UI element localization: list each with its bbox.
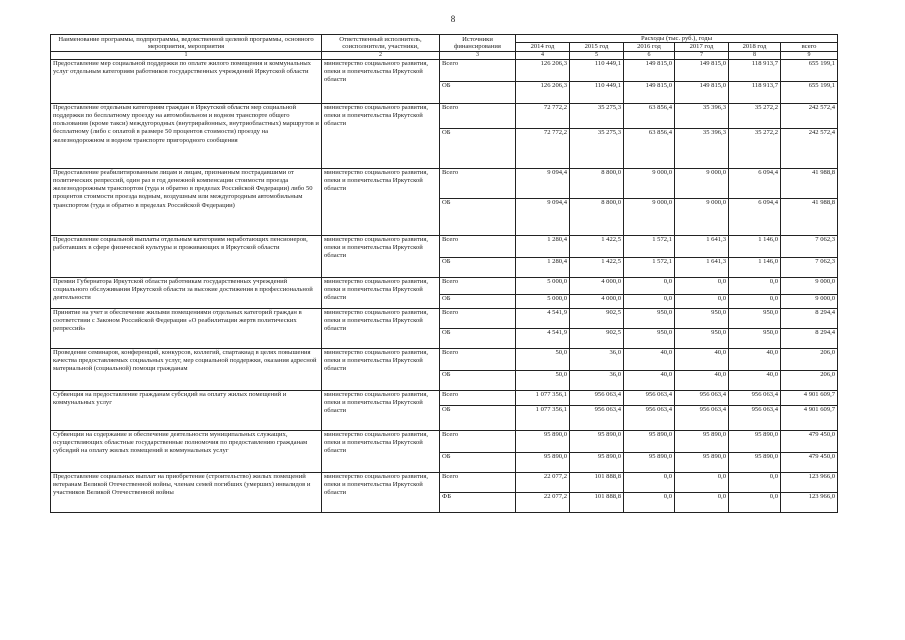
column-number-cell: 2: [322, 51, 440, 59]
total-value-cell: 41 988,8: [781, 168, 838, 198]
table-row: [51, 430, 838, 452]
year-value-cell: 0,0: [624, 472, 675, 492]
executor-cell: министерство социального развития, опеки и попечительства Иркутской области: [322, 308, 440, 348]
header-total-cell: всего: [781, 43, 838, 51]
year-value-cell: 95 890,0: [729, 430, 781, 452]
year-value-cell: 118 913,7: [729, 59, 781, 81]
activity-name-cell: Предоставление реабилитированным лицам и лицам, признанным пострадавшими от политических репрессий, один раз в год денежной компенсации стоимости проезда железнодорожным транспортом (туда и обратно в пределах Российской Федерации) либо 50 процентов стоимости проезда водным, воздушным или междугородным автомобильным транспортом (туда и обратно в пределах Российской Федерации): [51, 168, 322, 235]
activity-name-cell: Предоставление отдельным категориям граждан в Иркутской области мер социальной поддержки по бесплатному проезду на автомобильном и водном транспорте общего пользования (кроме такси) междугородных (внутрирайонных, внутриобластных) маршрутов и бесплатному (либо с оплатой в размере 50 процентов стоимости) проезду на железнодорожном и водном транспорте пригородного сообщения: [51, 103, 322, 168]
year-value-cell: 1 280,4: [516, 235, 570, 257]
year-value-cell: 5 000,0: [516, 277, 570, 294]
header-expenses-cell: Расходы (тыс. руб.), годы: [516, 35, 838, 43]
year-value-cell: 1 077 356,1: [516, 405, 570, 430]
year-value-cell: 1 422,5: [570, 257, 624, 277]
executor-cell: министерство социального развития, опеки и попечительства Иркутской области: [322, 348, 440, 390]
total-value-cell: 7 062,3: [781, 257, 838, 277]
year-value-cell: 0,0: [675, 472, 729, 492]
year-value-cell: 1 077 356,1: [516, 390, 570, 405]
column-number-cell: 3: [440, 51, 516, 59]
funding-source-cell: ОБ: [440, 81, 516, 103]
year-value-cell: 4 541,9: [516, 308, 570, 328]
executor-cell: министерство социального развития, опеки и попечительства Иркутской области: [322, 390, 440, 430]
year-value-cell: 63 856,4: [624, 103, 675, 128]
total-value-cell: 655 199,1: [781, 59, 838, 81]
table-row: [51, 348, 838, 370]
column-number-cell: 6: [624, 51, 675, 59]
year-value-cell: 956 063,4: [624, 405, 675, 430]
year-value-cell: 0,0: [624, 294, 675, 308]
executor-cell: министерство социального развития, опеки и попечительства Иркутской области: [322, 59, 440, 103]
year-value-cell: 35 272,2: [729, 103, 781, 128]
year-value-cell: 110 449,1: [570, 81, 624, 103]
year-value-cell: 40,0: [675, 348, 729, 370]
year-value-cell: 95 890,0: [675, 430, 729, 452]
year-value-cell: 956 063,4: [675, 405, 729, 430]
funding-source-cell: Всего: [440, 430, 516, 452]
executor-cell: министерство социального развития, опеки и попечительства Иркутской области: [322, 235, 440, 277]
total-value-cell: 4 901 609,7: [781, 390, 838, 405]
header-executor-cell: Ответственный исполнитель, соисполнители, участники,: [322, 35, 440, 52]
year-value-cell: 956 063,4: [570, 390, 624, 405]
year-value-cell: 0,0: [729, 294, 781, 308]
total-value-cell: 242 572,4: [781, 128, 838, 168]
table-row: [51, 390, 838, 405]
total-value-cell: 8 294,4: [781, 328, 838, 348]
year-value-cell: 1 572,1: [624, 235, 675, 257]
year-value-cell: 950,0: [675, 328, 729, 348]
table-row: [51, 277, 838, 294]
year-value-cell: 1 572,1: [624, 257, 675, 277]
total-value-cell: 8 294,4: [781, 308, 838, 328]
total-value-cell: 206,0: [781, 348, 838, 370]
year-value-cell: 956 063,4: [624, 390, 675, 405]
year-value-cell: 50,0: [516, 370, 570, 390]
column-number-cell: 1: [51, 51, 322, 59]
year-value-cell: 95 890,0: [729, 452, 781, 472]
year-value-cell: 8 800,0: [570, 168, 624, 198]
year-value-cell: 22 077,2: [516, 472, 570, 492]
total-value-cell: 7 062,3: [781, 235, 838, 257]
funding-source-cell: Всего: [440, 390, 516, 405]
header-year-cell: 2016 год: [624, 43, 675, 51]
year-value-cell: 36,0: [570, 370, 624, 390]
year-value-cell: 126 206,3: [516, 59, 570, 81]
table-row: [51, 168, 838, 198]
column-number-cell: 4: [516, 51, 570, 59]
funding-source-cell: Всего: [440, 472, 516, 492]
table-row: [51, 308, 838, 328]
year-value-cell: 6 094,4: [729, 198, 781, 235]
funding-source-cell: ОБ: [440, 257, 516, 277]
year-value-cell: 9 000,0: [675, 198, 729, 235]
year-value-cell: 40,0: [624, 370, 675, 390]
year-value-cell: 0,0: [624, 277, 675, 294]
year-value-cell: 95 890,0: [516, 430, 570, 452]
year-value-cell: 956 063,4: [570, 405, 624, 430]
year-value-cell: 956 063,4: [729, 405, 781, 430]
year-value-cell: 1 641,3: [675, 257, 729, 277]
year-value-cell: 50,0: [516, 348, 570, 370]
funding-source-cell: ОБ: [440, 405, 516, 430]
funding-source-cell: ОБ: [440, 328, 516, 348]
year-value-cell: 101 888,8: [570, 472, 624, 492]
table-row: [51, 472, 838, 492]
year-value-cell: 950,0: [729, 328, 781, 348]
year-value-cell: 956 063,4: [675, 390, 729, 405]
funding-source-cell: ОБ: [440, 452, 516, 472]
year-value-cell: 0,0: [729, 492, 781, 512]
year-value-cell: 35 275,3: [570, 128, 624, 168]
year-value-cell: 0,0: [729, 472, 781, 492]
year-value-cell: 22 077,2: [516, 492, 570, 512]
year-value-cell: 0,0: [675, 294, 729, 308]
activity-name-cell: Предоставление мер социальной поддержки по оплате жилого помещения и коммунальных услуг отдельным категориям работников государственных учреждений Иркутской области: [51, 59, 322, 103]
table-body: [51, 59, 838, 512]
header-name-cell: Наименование программы, подпрограммы, ведомственной целевой программы, основного мероприятия, мероприятия: [51, 35, 322, 52]
activity-name-cell: Субвенции на содержание и обеспечение деятельности муниципальных служащих, осуществляющих областные государственные полномочия по предоставлению гражданам субсидий на оплату жилых помещений и коммунальных услуг: [51, 430, 322, 472]
total-value-cell: 41 988,8: [781, 198, 838, 235]
year-value-cell: 149 815,0: [675, 59, 729, 81]
year-value-cell: 35 272,2: [729, 128, 781, 168]
funding-source-cell: Всего: [440, 168, 516, 198]
year-value-cell: 950,0: [624, 328, 675, 348]
funding-source-cell: Всего: [440, 235, 516, 257]
funding-source-cell: ОБ: [440, 198, 516, 235]
funding-source-cell: ОБ: [440, 128, 516, 168]
funding-source-cell: Всего: [440, 103, 516, 128]
year-value-cell: 0,0: [729, 277, 781, 294]
year-value-cell: 0,0: [624, 492, 675, 512]
executor-cell: министерство социального развития, опеки и попечительства Иркутской области: [322, 472, 440, 512]
header-year-cell: 2017 год: [675, 43, 729, 51]
total-value-cell: 655 199,1: [781, 81, 838, 103]
activity-name-cell: Предоставление социальной выплаты отдельным категориям неработающих пенсионеров, работавших в сфере физической культуры и проживающих в Иркутской области: [51, 235, 322, 277]
executor-cell: министерство социального развития, опеки и попечительства Иркутской области: [322, 277, 440, 308]
year-value-cell: 1 641,3: [675, 235, 729, 257]
year-value-cell: 950,0: [675, 308, 729, 328]
column-number-cell: 7: [675, 51, 729, 59]
activity-name-cell: Субвенция на предоставление гражданам субсидий на оплату жилых помещений и коммунальных услуг: [51, 390, 322, 430]
year-value-cell: 950,0: [729, 308, 781, 328]
year-value-cell: 1 146,0: [729, 235, 781, 257]
year-value-cell: 5 000,0: [516, 294, 570, 308]
column-number-cell: 5: [570, 51, 624, 59]
page-number: 8: [450, 14, 456, 24]
expenses-table: [50, 34, 838, 513]
header-source-cell: Источники финансирования: [440, 35, 516, 52]
header-year-cell: 2018 год: [729, 43, 781, 51]
total-value-cell: 242 572,4: [781, 103, 838, 128]
year-value-cell: 1 280,4: [516, 257, 570, 277]
year-value-cell: 149 815,0: [675, 81, 729, 103]
header-year-cell: 2015 год: [570, 43, 624, 51]
year-value-cell: 95 890,0: [675, 452, 729, 472]
funding-source-cell: ОБ: [440, 294, 516, 308]
year-value-cell: 35 396,3: [675, 128, 729, 168]
year-value-cell: 35 275,3: [570, 103, 624, 128]
table-row: [51, 59, 838, 81]
funding-source-cell: Всего: [440, 348, 516, 370]
year-value-cell: 4 000,0: [570, 277, 624, 294]
column-number-cell: 9: [781, 51, 838, 59]
table-row: [51, 235, 838, 257]
funding-source-cell: ОБ: [440, 370, 516, 390]
year-value-cell: 6 094,4: [729, 168, 781, 198]
year-value-cell: 126 206,3: [516, 81, 570, 103]
year-value-cell: 35 396,3: [675, 103, 729, 128]
executor-cell: министерство социального развития, опеки и попечительства Иркутской области: [322, 103, 440, 168]
executor-cell: министерство социального развития, опеки и попечительства Иркутской области: [322, 168, 440, 235]
year-value-cell: 40,0: [729, 370, 781, 390]
year-value-cell: 40,0: [675, 370, 729, 390]
table-row: [51, 103, 838, 128]
year-value-cell: 149 815,0: [624, 59, 675, 81]
year-value-cell: 95 890,0: [624, 430, 675, 452]
year-value-cell: 4 000,0: [570, 294, 624, 308]
activity-name-cell: Проведение семинаров, конференций, конкурсов, коллегий, спартакиад в целях повышения качества предоставляемых социальных услуг, мер социальной поддержки, оказания адресной материальной (социальной) помощи гражданам: [51, 348, 322, 390]
year-value-cell: 9 000,0: [624, 168, 675, 198]
year-value-cell: 956 063,4: [729, 390, 781, 405]
year-value-cell: 1 146,0: [729, 257, 781, 277]
year-value-cell: 4 541,9: [516, 328, 570, 348]
activity-name-cell: Принятие на учет и обеспечение жилыми помещениями отдельных категорий граждан в соответствии с Законом Российской Федерации «О реабилитации жертв политических репрессий»: [51, 308, 322, 348]
year-value-cell: 0,0: [675, 492, 729, 512]
total-value-cell: 479 450,0: [781, 452, 838, 472]
year-value-cell: 9 000,0: [675, 168, 729, 198]
year-value-cell: 40,0: [729, 348, 781, 370]
funding-source-cell: Всего: [440, 59, 516, 81]
year-value-cell: 902,5: [570, 328, 624, 348]
year-value-cell: 72 772,2: [516, 128, 570, 168]
year-value-cell: 110 449,1: [570, 59, 624, 81]
year-value-cell: 1 422,5: [570, 235, 624, 257]
total-value-cell: 9 000,0: [781, 294, 838, 308]
year-value-cell: 95 890,0: [624, 452, 675, 472]
column-number-cell: 8: [729, 51, 781, 59]
header-year-cell: 2014 год: [516, 43, 570, 51]
total-value-cell: 123 966,0: [781, 492, 838, 512]
year-value-cell: 118 913,7: [729, 81, 781, 103]
year-value-cell: 101 888,8: [570, 492, 624, 512]
activity-name-cell: Премии Губернатора Иркутской области работникам государственных учреждений социального обслуживания Иркутской области за высокие достижения в профессиональной деятельности: [51, 277, 322, 308]
total-value-cell: 479 450,0: [781, 430, 838, 452]
year-value-cell: 40,0: [624, 348, 675, 370]
year-value-cell: 72 772,2: [516, 103, 570, 128]
year-value-cell: 8 800,0: [570, 198, 624, 235]
year-value-cell: 950,0: [624, 308, 675, 328]
year-value-cell: 95 890,0: [570, 430, 624, 452]
funding-source-cell: ФБ: [440, 492, 516, 512]
year-value-cell: 0,0: [675, 277, 729, 294]
year-value-cell: 9 094,4: [516, 198, 570, 235]
total-value-cell: 123 966,0: [781, 472, 838, 492]
year-value-cell: 95 890,0: [516, 452, 570, 472]
year-value-cell: 149 815,0: [624, 81, 675, 103]
total-value-cell: 206,0: [781, 370, 838, 390]
year-value-cell: 9 000,0: [624, 198, 675, 235]
year-value-cell: 63 856,4: [624, 128, 675, 168]
year-value-cell: 95 890,0: [570, 452, 624, 472]
executor-cell: министерство социального развития, опеки и попечительства Иркутской области: [322, 430, 440, 472]
year-value-cell: 36,0: [570, 348, 624, 370]
year-value-cell: 9 094,4: [516, 168, 570, 198]
funding-source-cell: Всего: [440, 277, 516, 294]
year-value-cell: 902,5: [570, 308, 624, 328]
activity-name-cell: Предоставление социальных выплат на приобретение (строительство) жилых помещений ветеранам Великой Отечественной войны, членам семей погибших (умерших) инвалидов и участников Великой Отечественной войны: [51, 472, 322, 512]
total-value-cell: 4 901 609,7: [781, 405, 838, 430]
total-value-cell: 9 000,0: [781, 277, 838, 294]
funding-source-cell: Всего: [440, 308, 516, 328]
